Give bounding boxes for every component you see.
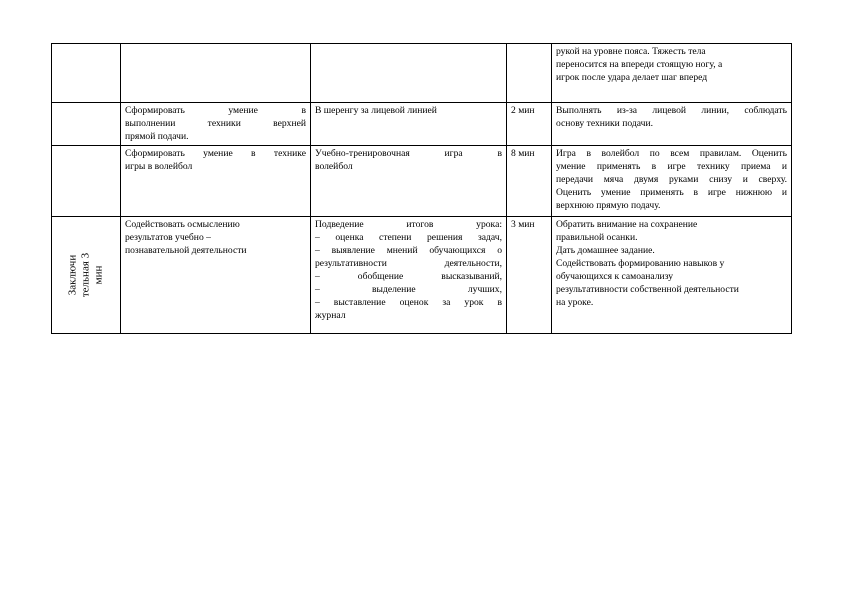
method-line: умение применять в игре технику приема и [556, 161, 787, 172]
content-line: – обобщение высказываний, [315, 271, 502, 282]
content-line: – выделение лучших, [315, 284, 502, 295]
time-cell [507, 44, 552, 103]
stage-line: Заключи [66, 254, 79, 296]
goal-line: познавательной деятельности [125, 245, 247, 256]
method-cell [552, 44, 792, 103]
goal-line: прямой подачи. [125, 131, 189, 142]
method-line: Дать домашнее задание. [556, 245, 655, 256]
goal-line: Сформировать умение в [125, 105, 306, 116]
stage-cell [52, 217, 121, 334]
table-row [52, 217, 792, 334]
content-cell [311, 146, 507, 217]
content-line: В шеренгу за лицевой линией [315, 105, 437, 116]
stage-line: тельная 3 [79, 252, 92, 298]
content-cell [311, 44, 507, 103]
method-line: обучающихся к самоанализу [556, 271, 674, 282]
method-cell [552, 103, 792, 146]
method-line: результативности собственной деятельности [556, 284, 739, 295]
time-cell: 2 мин [507, 103, 552, 146]
goal-cell [121, 44, 311, 103]
method-line: правильной осанки. [556, 232, 638, 243]
method-line: рукой на уровне пояса. Тяжесть тела [556, 46, 706, 57]
time-cell: 3 мин [507, 217, 552, 334]
goal-line: Сформировать умение в технике [125, 148, 306, 159]
content-cell [311, 217, 507, 334]
method-line: на уроке. [556, 297, 594, 308]
table-row [52, 103, 792, 146]
goal-cell [121, 146, 311, 217]
lesson-plan-table [51, 43, 792, 334]
content-cell [311, 103, 507, 146]
content-line: Учебно-тренировочная игра в [315, 148, 502, 159]
stage-cell [52, 146, 121, 217]
content-line: журнал [315, 310, 346, 321]
method-line: переносится на впереди стоящую ногу, а [556, 59, 723, 70]
method-line: Выполнять из-за лицевой линии, соблюдать [556, 105, 787, 116]
stage-cell [52, 44, 121, 103]
content-line: – оценка степени решения задач, [315, 232, 502, 243]
method-line: передачи мяча двумя руками снизу и сверху. [556, 174, 787, 185]
goal-line: игры в волейбол [125, 161, 193, 172]
time-cell: 8 мин [507, 146, 552, 217]
method-line: Оценить умение применять в игре нижнюю и [556, 187, 787, 198]
method-cell [552, 217, 792, 334]
stage-label [67, 253, 106, 297]
method-line: Игра в волейбол по всем правилам. Оценить [556, 148, 787, 159]
content-line: результативности деятельности, [315, 258, 502, 269]
method-line: Обратить внимание на сохранение [556, 219, 698, 230]
method-line: основу техники подачи. [556, 118, 653, 129]
method-cell [552, 146, 792, 217]
stage-cell [52, 103, 121, 146]
content-line: Подведение итогов урока: [315, 219, 502, 230]
method-line: игрок после удара делает шаг вперед [556, 72, 708, 83]
content-line: – выставление оценок за урок в [315, 297, 502, 308]
stage-line: мин [92, 265, 105, 285]
method-line: Содействовать формированию навыков у [556, 258, 725, 269]
method-line: верхнюю прямую подачу. [556, 200, 661, 211]
goal-line: выполнении техники верхней [125, 118, 306, 129]
content-line: – выявление мнений обучающихся о [315, 245, 502, 256]
table-row [52, 146, 792, 217]
goal-line: Содействовать осмыслению [125, 219, 240, 230]
goal-cell [121, 217, 311, 334]
goal-line: результатов учебно – [125, 232, 211, 243]
content-line: волейбол [315, 161, 353, 172]
goal-cell [121, 103, 311, 146]
table-row [52, 44, 792, 103]
